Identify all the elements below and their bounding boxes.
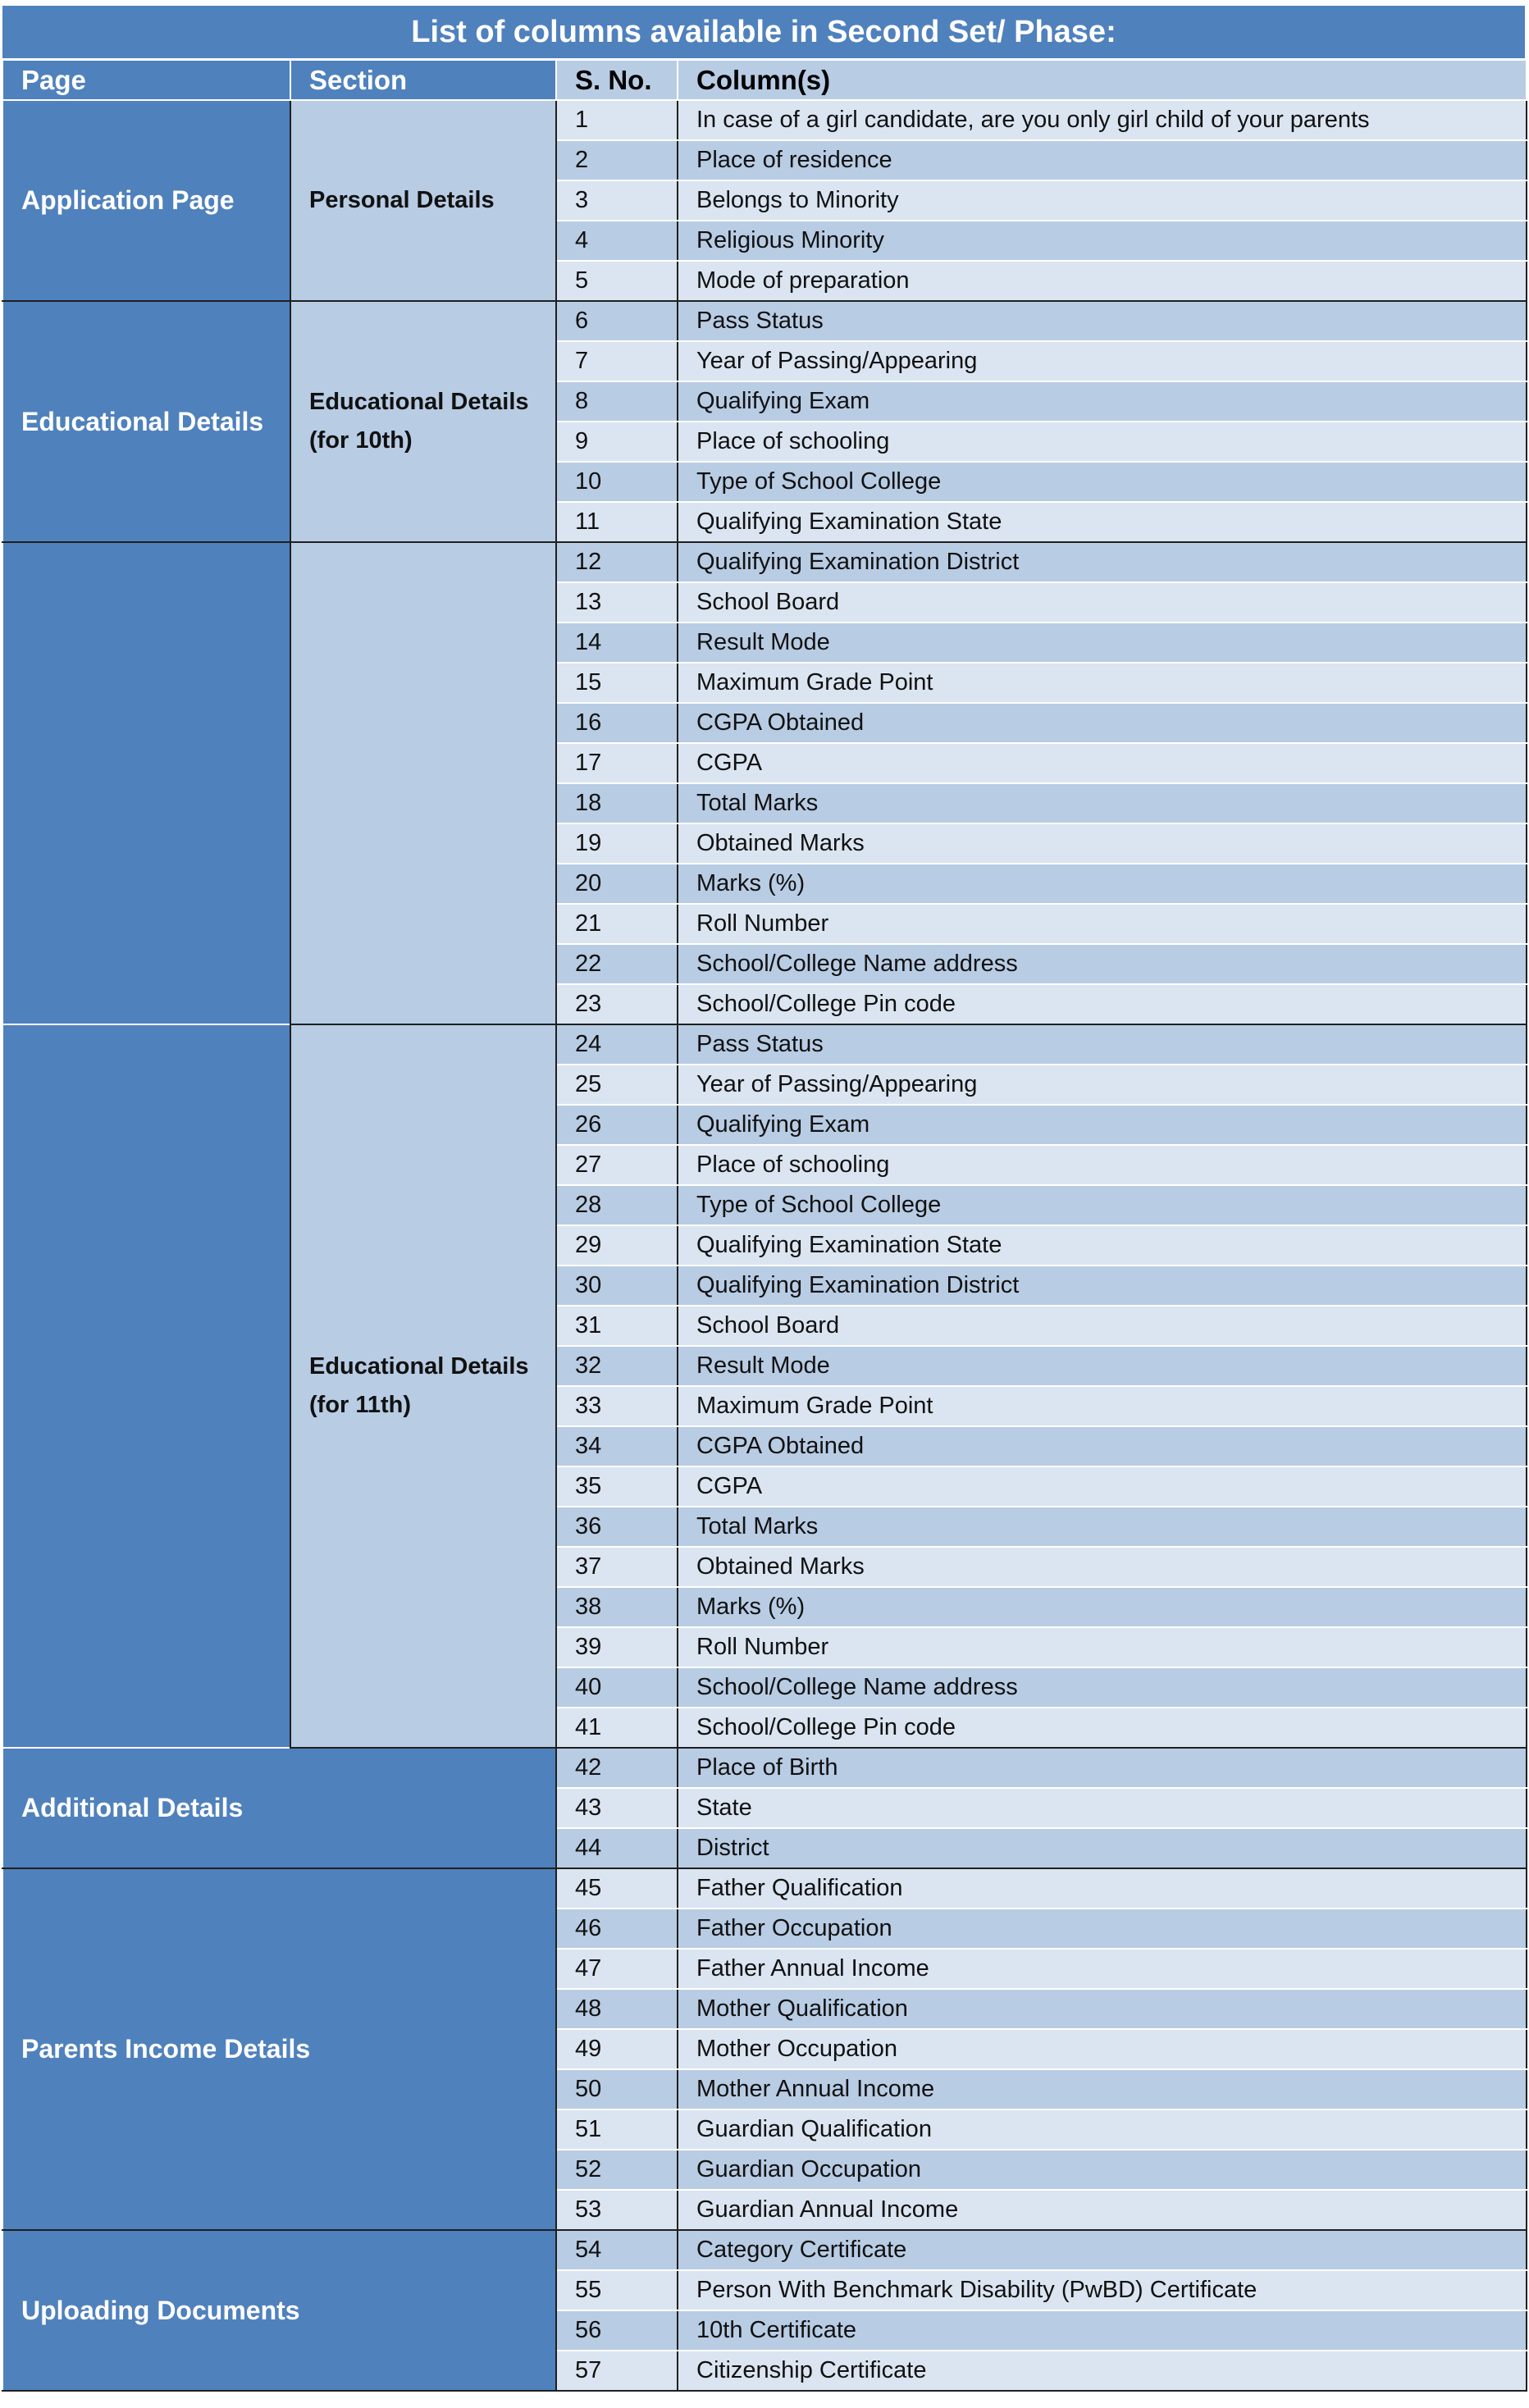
document-page bbox=[2, 5, 1526, 2392]
column-name-cell: CGPA bbox=[678, 743, 1527, 783]
serial-number-cell: 14 bbox=[556, 623, 678, 663]
serial-number-cell: 21 bbox=[556, 904, 678, 944]
column-name-cell: Roll Number bbox=[678, 904, 1527, 944]
column-name-cell: Person With Benchmark Disability (PwBD) Certificate bbox=[678, 2270, 1527, 2310]
column-name-cell: Obtained Marks bbox=[678, 1547, 1527, 1587]
serial-number-cell: 13 bbox=[556, 582, 678, 623]
section-cell: Educational Details (for 11th) bbox=[290, 1024, 556, 1748]
page-cell bbox=[2, 542, 290, 1024]
serial-number-cell: 31 bbox=[556, 1306, 678, 1346]
column-name-cell: School/College Name address bbox=[678, 1667, 1527, 1708]
column-name-cell: Obtained Marks bbox=[678, 823, 1527, 864]
serial-number-cell: 53 bbox=[556, 2190, 678, 2230]
column-name-cell: Guardian Annual Income bbox=[678, 2190, 1527, 2230]
serial-number-cell: 45 bbox=[556, 1868, 678, 1909]
serial-number-cell: 15 bbox=[556, 663, 678, 703]
column-name-cell: Result Mode bbox=[678, 1346, 1527, 1386]
serial-number-cell: 4 bbox=[556, 221, 678, 261]
serial-number-cell: 46 bbox=[556, 1909, 678, 1949]
header-column: Column(s) bbox=[678, 60, 1527, 100]
serial-number-cell: 47 bbox=[556, 1949, 678, 1989]
serial-number-cell: 40 bbox=[556, 1667, 678, 1708]
page-cell: Application Page bbox=[2, 100, 290, 301]
column-name-cell: Father Qualification bbox=[678, 1868, 1527, 1909]
serial-number-cell: 51 bbox=[556, 2109, 678, 2150]
serial-number-cell: 1 bbox=[556, 100, 678, 140]
column-name-cell: 10th Certificate bbox=[678, 2310, 1527, 2351]
header-row bbox=[2, 60, 1527, 100]
serial-number-cell: 30 bbox=[556, 1266, 678, 1306]
column-name-cell: Place of schooling bbox=[678, 422, 1527, 462]
section-cell bbox=[290, 542, 556, 1024]
header-sno: S. No. bbox=[556, 60, 678, 100]
column-name-cell: Mother Qualification bbox=[678, 1989, 1527, 2029]
table-body bbox=[2, 100, 1527, 2391]
column-name-cell: Pass Status bbox=[678, 1024, 1527, 1065]
column-name-cell: Guardian Qualification bbox=[678, 2109, 1527, 2150]
column-name-cell: CGPA Obtained bbox=[678, 1426, 1527, 1466]
column-name-cell: In case of a girl candidate, are you only girl child of your parents bbox=[678, 100, 1527, 140]
column-name-cell: Type of School College bbox=[678, 1185, 1527, 1225]
serial-number-cell: 50 bbox=[556, 2069, 678, 2109]
page-cell bbox=[2, 1024, 290, 1748]
column-name-cell: Year of Passing/Appearing bbox=[678, 1065, 1527, 1105]
serial-number-cell: 52 bbox=[556, 2150, 678, 2190]
serial-number-cell: 8 bbox=[556, 381, 678, 422]
serial-number-cell: 20 bbox=[556, 864, 678, 904]
column-name-cell: Father Occupation bbox=[678, 1909, 1527, 1949]
column-name-cell: Qualifying Examination District bbox=[678, 1266, 1527, 1306]
column-name-cell: Qualifying Examination State bbox=[678, 1225, 1527, 1266]
serial-number-cell: 57 bbox=[556, 2351, 678, 2391]
serial-number-cell: 18 bbox=[556, 783, 678, 823]
column-name-cell: School Board bbox=[678, 582, 1527, 623]
column-name-cell: Place of Birth bbox=[678, 1748, 1527, 1788]
header-page: Page bbox=[2, 60, 290, 100]
table-row bbox=[2, 301, 1527, 341]
serial-number-cell: 17 bbox=[556, 743, 678, 783]
serial-number-cell: 54 bbox=[556, 2230, 678, 2270]
column-name-cell: Pass Status bbox=[678, 301, 1527, 341]
serial-number-cell: 49 bbox=[556, 2029, 678, 2069]
serial-number-cell: 39 bbox=[556, 1627, 678, 1667]
serial-number-cell: 34 bbox=[556, 1426, 678, 1466]
column-name-cell: Qualifying Examination District bbox=[678, 542, 1527, 582]
page-cell: Educational Details bbox=[2, 301, 290, 542]
serial-number-cell: 6 bbox=[556, 301, 678, 341]
serial-number-cell: 5 bbox=[556, 261, 678, 301]
serial-number-cell: 55 bbox=[556, 2270, 678, 2310]
serial-number-cell: 42 bbox=[556, 1748, 678, 1788]
serial-number-cell: 26 bbox=[556, 1105, 678, 1145]
header-section: Section bbox=[290, 60, 556, 100]
column-name-cell: Qualifying Exam bbox=[678, 381, 1527, 422]
serial-number-cell: 7 bbox=[556, 341, 678, 381]
serial-number-cell: 27 bbox=[556, 1145, 678, 1185]
serial-number-cell: 29 bbox=[556, 1225, 678, 1266]
column-name-cell: Religious Minority bbox=[678, 221, 1527, 261]
serial-number-cell: 35 bbox=[556, 1466, 678, 1507]
column-name-cell: Guardian Occupation bbox=[678, 2150, 1527, 2190]
column-name-cell: Total Marks bbox=[678, 783, 1527, 823]
serial-number-cell: 12 bbox=[556, 542, 678, 582]
table-row bbox=[2, 100, 1527, 140]
serial-number-cell: 41 bbox=[556, 1708, 678, 1748]
serial-number-cell: 56 bbox=[556, 2310, 678, 2351]
serial-number-cell: 23 bbox=[556, 984, 678, 1024]
column-name-cell: CGPA Obtained bbox=[678, 703, 1527, 743]
column-name-cell: Mother Annual Income bbox=[678, 2069, 1527, 2109]
column-name-cell: Type of School College bbox=[678, 462, 1527, 502]
serial-number-cell: 11 bbox=[556, 502, 678, 542]
table-title: List of columns available in Second Set/ Phase: bbox=[2, 5, 1526, 59]
column-name-cell: School/College Name address bbox=[678, 944, 1527, 984]
serial-number-cell: 36 bbox=[556, 1507, 678, 1547]
section-cell: Personal Details bbox=[290, 100, 556, 301]
serial-number-cell: 43 bbox=[556, 1788, 678, 1828]
column-name-cell: CGPA bbox=[678, 1466, 1527, 1507]
column-name-cell: Marks (%) bbox=[678, 1587, 1527, 1627]
column-name-cell: Maximum Grade Point bbox=[678, 1386, 1527, 1426]
column-name-cell: Total Marks bbox=[678, 1507, 1527, 1547]
column-name-cell: Place of residence bbox=[678, 140, 1527, 180]
column-name-cell: School/College Pin code bbox=[678, 1708, 1527, 1748]
serial-number-cell: 28 bbox=[556, 1185, 678, 1225]
serial-number-cell: 22 bbox=[556, 944, 678, 984]
table-row bbox=[2, 1868, 1527, 1909]
column-name-cell: Citizenship Certificate bbox=[678, 2351, 1527, 2391]
serial-number-cell: 48 bbox=[556, 1989, 678, 2029]
page-cell: Parents Income Details bbox=[2, 1868, 556, 2230]
serial-number-cell: 10 bbox=[556, 462, 678, 502]
column-name-cell: Qualifying Exam bbox=[678, 1105, 1527, 1145]
serial-number-cell: 38 bbox=[556, 1587, 678, 1627]
column-name-cell: Qualifying Examination State bbox=[678, 502, 1527, 542]
column-name-cell: School/College Pin code bbox=[678, 984, 1527, 1024]
serial-number-cell: 3 bbox=[556, 180, 678, 221]
table-row bbox=[2, 1748, 1527, 1788]
table-row bbox=[2, 2230, 1527, 2270]
column-name-cell: District bbox=[678, 1828, 1527, 1868]
serial-number-cell: 19 bbox=[556, 823, 678, 864]
column-name-cell: Result Mode bbox=[678, 623, 1527, 663]
column-name-cell: Maximum Grade Point bbox=[678, 663, 1527, 703]
section-cell: Educational Details (for 10th) bbox=[290, 301, 556, 542]
serial-number-cell: 25 bbox=[556, 1065, 678, 1105]
serial-number-cell: 33 bbox=[556, 1386, 678, 1426]
page-cell: Uploading Documents bbox=[2, 2230, 556, 2391]
column-name-cell: Belongs to Minority bbox=[678, 180, 1527, 221]
column-name-cell: State bbox=[678, 1788, 1527, 1828]
column-name-cell: Mode of preparation bbox=[678, 261, 1527, 301]
column-name-cell: Category Certificate bbox=[678, 2230, 1527, 2270]
serial-number-cell: 9 bbox=[556, 422, 678, 462]
column-name-cell: Place of schooling bbox=[678, 1145, 1527, 1185]
column-name-cell: Marks (%) bbox=[678, 864, 1527, 904]
serial-number-cell: 44 bbox=[556, 1828, 678, 1868]
serial-number-cell: 37 bbox=[556, 1547, 678, 1587]
serial-number-cell: 24 bbox=[556, 1024, 678, 1065]
column-name-cell: Father Annual Income bbox=[678, 1949, 1527, 1989]
page-cell: Additional Details bbox=[2, 1748, 556, 1868]
serial-number-cell: 2 bbox=[556, 140, 678, 180]
columns-table bbox=[2, 59, 1527, 2392]
column-name-cell: Year of Passing/Appearing bbox=[678, 341, 1527, 381]
column-name-cell: Roll Number bbox=[678, 1627, 1527, 1667]
serial-number-cell: 32 bbox=[556, 1346, 678, 1386]
table-row bbox=[2, 1024, 1527, 1065]
column-name-cell: Mother Occupation bbox=[678, 2029, 1527, 2069]
column-name-cell: School Board bbox=[678, 1306, 1527, 1346]
serial-number-cell: 16 bbox=[556, 703, 678, 743]
table-row bbox=[2, 542, 1527, 582]
